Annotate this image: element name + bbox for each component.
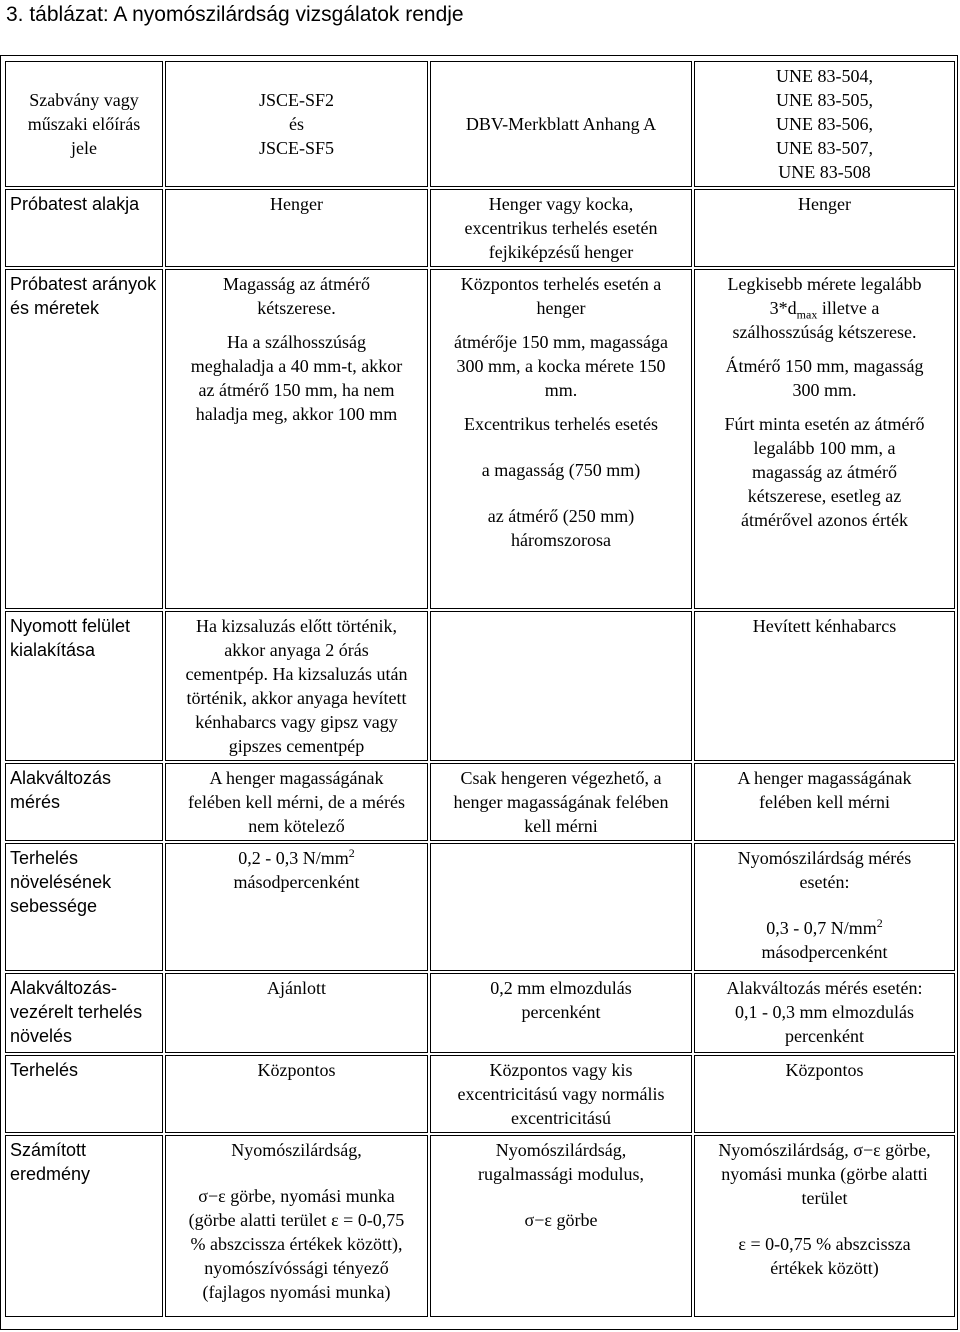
rate-une-sup: 2 (876, 916, 883, 930)
cell-rate-jsce-line1 (170, 846, 423, 870)
cell-loading-dbv-text: Központos vagy kis excentricitású vagy normális excentricitású (457, 1060, 665, 1128)
header-jsce (165, 61, 428, 187)
cell-dimensions-jsce-p1: Magasság az átmérő kétszerese. (223, 274, 370, 318)
cell-result-jsce-p2: σ−ε görbe, nyomási munka (görbe alatti terület ε = 0-0,75 % abszcissza értékek között), nyomószívóssági tényező (fajlagos nyomási munka) (188, 1186, 405, 1302)
cell-controlled-jsce-text: Ajánlott (267, 978, 326, 998)
cell-loading-jsce-text: Központos (257, 1060, 336, 1080)
cell-rate-jsce (165, 843, 428, 971)
cell-dimensions-dbv (430, 269, 692, 609)
cell-deformation-dbv-text: Csak hengeren végezhető, a henger magasságának felében kell mérni (453, 768, 669, 836)
cell-loading-jsce (165, 1055, 428, 1133)
row-label-loading (5, 1055, 163, 1133)
row-label-controlled-text: Alakváltozás- vezérelt terhelés növelés (10, 978, 143, 1046)
row-label-dimensions-text: Próbatest arányok és méretek (10, 274, 157, 318)
cell-controlled-une-text: Alakváltozás mérés esetén: 0,1 - 0,3 mm elmozdulás percenként (726, 978, 923, 1046)
row-label-deformation-text: Alakváltozás mérés (10, 768, 112, 812)
row-label-rate (5, 843, 163, 971)
header-une-text: UNE 83-504, UNE 83-505, UNE 83-506, UNE 83-507, UNE 83-508 (776, 66, 873, 182)
row-label-loading-text: Terhelés (10, 1060, 79, 1080)
table-row-shape (5, 189, 955, 267)
une-p1-subscript: max (796, 307, 818, 322)
cell-controlled-dbv-text: 0,2 mm elmozdulás percenként (490, 978, 632, 1022)
cell-deformation-jsce-text: A henger magasságának felében kell mérni, de a mérés nem kötelező (188, 768, 405, 836)
cell-rate-une-line1 (699, 916, 950, 940)
cell-dimensions-une-p2: Átmérő 150 mm, magasság 300 mm. (725, 356, 924, 400)
table-row-dimensions (5, 269, 955, 609)
table-row-rate (5, 843, 955, 971)
header-standard (5, 61, 163, 187)
cell-loading-une (694, 1055, 955, 1133)
header-jsce-text: JSCE-SF2 és JSCE-SF5 (258, 90, 335, 158)
cell-dimensions-jsce-p2: Ha a szálhosszúság meghaladja a 40 mm-t, akkor az átmérő 150 mm, ha nem haladja meg, akkor 100 mm (190, 332, 403, 424)
cell-result-jsce (165, 1135, 428, 1317)
cell-loading-dbv (430, 1055, 692, 1133)
row-label-result-text: Számított eredmény (10, 1140, 91, 1184)
cell-dimensions-dbv-p1: Központos terhelés esetén a henger (460, 274, 662, 318)
une-p1-part-a: Legkisebb mérete legalább 3*d (727, 274, 922, 318)
cell-loading-une-text: Központos (785, 1060, 864, 1080)
header-dbv-text: DBV-Merkblatt Anhang A (465, 114, 657, 134)
cell-shape-dbv (430, 189, 692, 267)
rate-une-value: 0,3 - 0,7 N/mm (766, 918, 877, 938)
table-row-loading (5, 1055, 955, 1133)
row-label-result (5, 1135, 163, 1317)
cell-result-une (694, 1135, 955, 1317)
cell-rate-jsce-line2: másodpercenként (233, 872, 360, 892)
cell-dimensions-dbv-p5: az átmérő (250 mm) háromszorosa (487, 506, 635, 550)
header-standard-text: Szabvány vagy műszaki előírás jele (27, 90, 141, 158)
cell-deformation-dbv (430, 763, 692, 841)
cell-result-dbv-p1: Nyomószilárdság, rugalmassági modulus, (478, 1140, 644, 1184)
cell-shape-jsce (165, 189, 428, 267)
row-label-surface-text: Nyomott felület kialakítása (10, 616, 131, 660)
test-procedure-table (3, 59, 957, 1319)
cell-dimensions-dbv-p2: átmérője 150 mm, magassága 300 mm, a kocka mérete 150 mm. (454, 332, 668, 400)
cell-surface-dbv (430, 611, 692, 761)
cell-dimensions-jsce (165, 269, 428, 609)
cell-dimensions-dbv-p4: a magasság (750 mm) (481, 460, 641, 480)
cell-deformation-jsce (165, 763, 428, 841)
cell-surface-jsce-text: Ha kizsaluzás előtt történik, akkor anyaga 2 órás cementpép. Ha kizsaluzás után történik, akkor anyaga hevített kénhabarcs vagy gipsz vagy gipszes cementpép (185, 616, 408, 756)
rate-jsce-sup: 2 (348, 846, 355, 860)
page-title: 3. táblázat: A nyomószilárdság vizsgálatok rendje (6, 3, 464, 26)
cell-rate-une-line2: másodpercenként (761, 942, 888, 962)
row-label-shape-text: Próbatest alakja (10, 194, 140, 214)
cell-controlled-jsce (165, 973, 428, 1053)
row-label-shape (5, 189, 163, 267)
row-label-surface (5, 611, 163, 761)
table-row-header (5, 61, 955, 187)
cell-rate-une-p1: Nyomószilárdság mérés esetén: (737, 848, 912, 892)
row-label-rate-text: Terhelés növelésének sebessége (10, 848, 112, 916)
cell-result-dbv (430, 1135, 692, 1317)
header-dbv (430, 61, 692, 187)
cell-dimensions-une-p1 (699, 272, 950, 344)
table-row-surface (5, 611, 955, 761)
cell-rate-une (694, 843, 955, 971)
cell-surface-une (694, 611, 955, 761)
cell-shape-dbv-text: Henger vagy kocka, excentrikus terhelés esetén fejkiképzésű henger (464, 194, 658, 262)
cell-shape-une (694, 189, 955, 267)
une-p1-part-b: illetve a szálhosszúság kétszerese. (732, 298, 917, 342)
row-label-controlled (5, 973, 163, 1053)
cell-dimensions-une-p3: Fúrt minta esetén az átmérő legalább 100 mm, a magasság az átmérő kétszerese, esetleg az átmérővel azonos érték (724, 414, 925, 530)
table-row-result (5, 1135, 955, 1317)
cell-controlled-une (694, 973, 955, 1053)
row-label-dimensions (5, 269, 163, 609)
cell-dimensions-dbv-p3: Excentrikus terhelés esetés (464, 414, 658, 434)
table-row-controlled (5, 973, 955, 1053)
cell-result-dbv-p2: σ−ε görbe (524, 1210, 598, 1230)
cell-shape-une-text: Henger (798, 194, 851, 214)
table-row-deformation (5, 763, 955, 841)
cell-shape-jsce-text: Henger (270, 194, 323, 214)
cell-controlled-dbv (430, 973, 692, 1053)
cell-surface-une-text: Hevített kénhabarcs (752, 616, 897, 636)
rate-jsce-value: 0,2 - 0,3 N/mm (238, 848, 349, 868)
cell-surface-jsce (165, 611, 428, 761)
cell-result-jsce-p1: Nyomószilárdság, (231, 1140, 362, 1160)
cell-deformation-une (694, 763, 955, 841)
cell-dimensions-une (694, 269, 955, 609)
cell-rate-dbv (430, 843, 692, 971)
header-une (694, 61, 955, 187)
cell-result-une-p1: Nyomószilárdság, σ−ε görbe, nyomási munka (görbe alatti terület (718, 1140, 931, 1208)
cell-result-une-p2: ε = 0-0,75 % abszcissza értékek között) (738, 1234, 911, 1278)
cell-deformation-une-text: A henger magasságának felében kell mérni (737, 768, 912, 812)
row-label-deformation (5, 763, 163, 841)
